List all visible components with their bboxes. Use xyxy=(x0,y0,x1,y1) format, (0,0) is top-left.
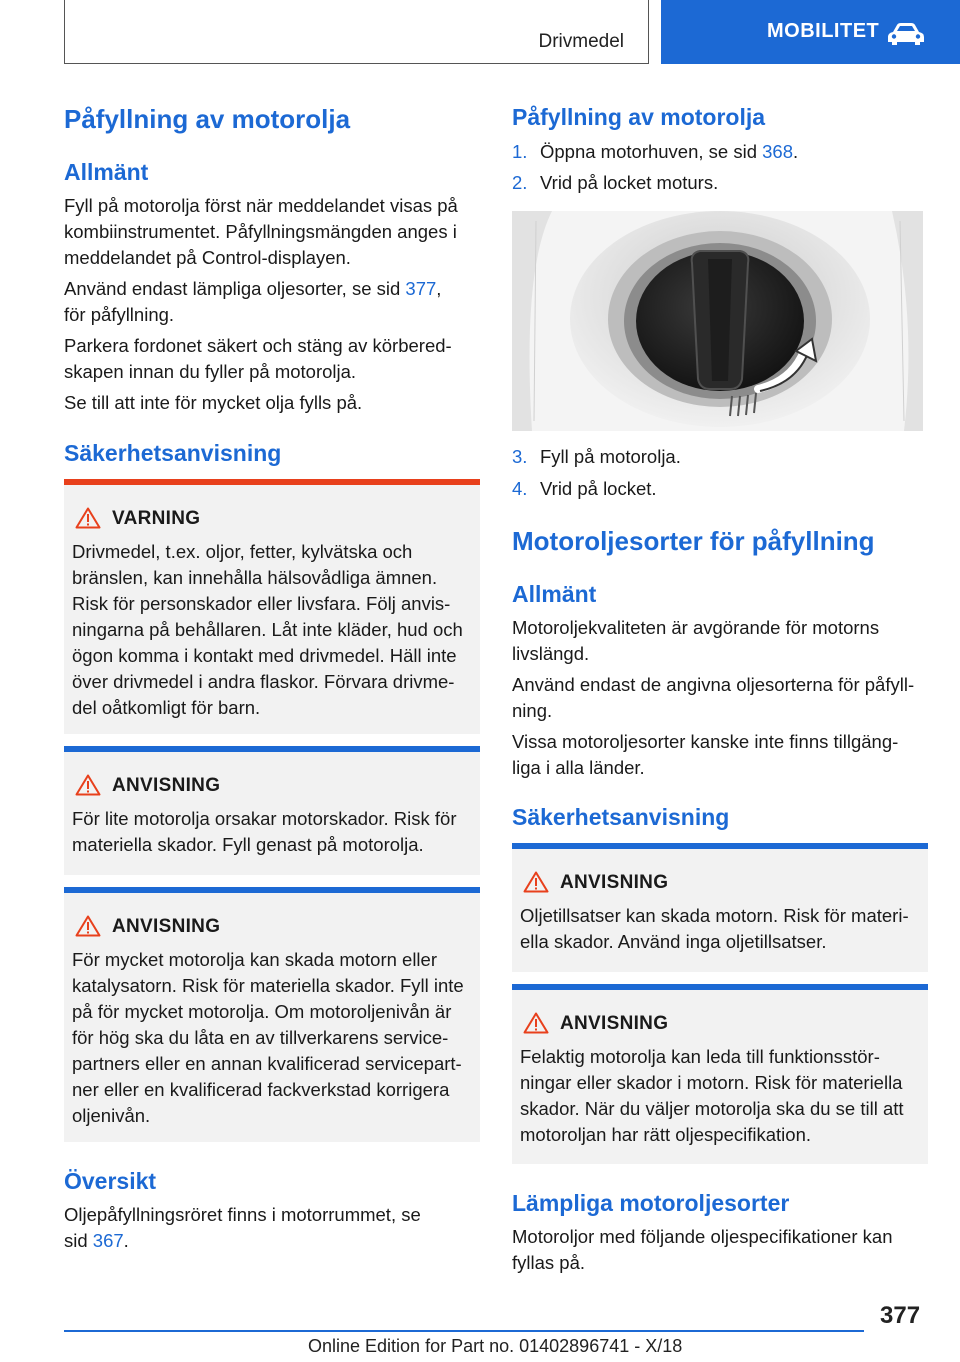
notice-bar xyxy=(512,984,928,990)
notice-bar xyxy=(64,746,480,752)
notice-text: För lite motorolja orsakar motorskador. Risk för materiella skador. Fyll genast på motorolja. xyxy=(72,808,457,855)
step-4: 4. Vrid på locket. xyxy=(512,478,657,499)
section-title: Drivmedel xyxy=(538,31,624,52)
suitable-oils-heading: Lämpliga motoroljesorter xyxy=(512,1190,790,1216)
header-section-tab xyxy=(64,0,649,64)
overview-heading: Översikt xyxy=(64,1168,157,1194)
car-icon xyxy=(887,22,925,46)
edition-text: Online Edition for Part no. 01402896741 - X/18 xyxy=(308,1336,683,1356)
footer-divider xyxy=(64,1330,864,1332)
notice-label: ANVISNING xyxy=(112,916,221,937)
right-title: Påfyllning av motorolja xyxy=(512,104,766,130)
notice-box-3 xyxy=(512,843,928,972)
notice-text: Oljetillsatser kan skada motorn. Risk för materi- ella skador. Använd inga oljetillsatser. xyxy=(520,905,909,952)
right-safety-heading: Säkerhetsanvisning xyxy=(512,804,730,830)
notice-triangle-icon xyxy=(523,871,549,893)
general-paragraph-3: Parkera fordonet säkert och stäng av körbered- skapen innan du fyller på motorolja. xyxy=(64,335,452,382)
header-chapter-tab xyxy=(661,0,960,64)
notice-box-4 xyxy=(512,984,928,1164)
page-link-367[interactable]: 367 xyxy=(92,1230,124,1251)
right-general-paragraph-1: Motoroljekvaliteten är avgörande för motorns livslängd. xyxy=(512,617,880,664)
oil-cap-illustration xyxy=(512,211,923,431)
notice-label: ANVISNING xyxy=(112,775,221,796)
notice-box-1 xyxy=(64,746,480,875)
left-general-heading: Allmänt xyxy=(64,159,149,185)
overview-text: Oljepåfyllningsröret finns i motorrummet, se sid 367. xyxy=(64,1204,421,1251)
general-paragraph-1: Fyll på motorolja först när meddelandet visas på kombiinstrumentet. Påfyllningsmängden anges i meddelandet på Control-displayen. xyxy=(64,195,458,268)
step-3: 3. Fyll på motorolja. xyxy=(512,446,681,467)
warning-label: VARNING xyxy=(112,508,201,529)
chapter-title: MOBILITET xyxy=(767,20,880,42)
page-link-368[interactable]: 368 xyxy=(762,141,794,162)
left-safety-heading: Säkerhetsanvisning xyxy=(64,440,282,466)
right-general-heading: Allmänt xyxy=(512,581,597,607)
step-1: 1. Öppna motorhuven, se sid 368. xyxy=(512,141,799,162)
step-2: 2. Vrid på locket moturs. xyxy=(512,172,719,193)
warning-bar xyxy=(64,479,480,485)
notice-triangle-icon xyxy=(75,915,101,937)
left-title: Påfyllning av motorolja xyxy=(64,104,351,134)
warning-triangle-icon xyxy=(75,507,101,529)
notice-label: ANVISNING xyxy=(560,872,669,893)
notice-triangle-icon xyxy=(75,774,101,796)
page-number: 377 xyxy=(880,1302,921,1329)
page-link-377[interactable]: 377 xyxy=(405,278,437,299)
right-general-paragraph-3: Vissa motoroljesorter kanske inte finns tillgäng- liga i alla länder. xyxy=(512,731,899,778)
warning-text: Drivmedel, t.ex. oljor, fetter, kylvätska och bränslen, kan innehålla hälsovådliga ämnen. Risk för personskador eller livsfara. Följ anvis- ningarna på behållaren. Låt inte kläder, hud och ögon komma i kontakt med drivmedel. Häll inte över drivmedel i andra flaskor. Förvara drivme- del oåtkomligt för barn. xyxy=(72,541,463,718)
notice-bar xyxy=(64,887,480,893)
notice-text: Felaktig motorolja kan leda till funktionsstör- ningar eller skador i motorn. Risk för materiella skador. När du väljer motorolja ska du se till att motoroljan har rätt oljespecifikation. xyxy=(520,1046,904,1145)
suitable-oils-text: Motoroljor med följande oljespecifikationer kan fyllas på. xyxy=(512,1226,893,1273)
right-general-paragraph-2: Använd endast de angivna oljesorterna för påfyll- ning. xyxy=(512,674,915,721)
notice-bar xyxy=(512,843,928,849)
notice-box-2 xyxy=(64,887,480,1142)
general-paragraph-4: Se till att inte för mycket olja fylls på. xyxy=(64,392,363,413)
notice-text: För mycket motorolja kan skada motorn eller katalysatorn. Risk för materiella skador. Fyll inte på för mycket motorolja. Om motoroljenivån är för hög ska du låta en av tillverkarens service- partners eller en annan kvalificerad servicepart- ner eller en kvalificerad fackverkstad korrigera oljenivån. xyxy=(72,949,464,1126)
warning-box xyxy=(64,479,480,734)
general-paragraph-2: Använd endast lämpliga oljesorter, se sid 377, för påfyllning. xyxy=(64,278,442,325)
notice-triangle-icon xyxy=(523,1012,549,1034)
notice-label: ANVISNING xyxy=(560,1013,669,1034)
oil-sorts-title: Motoroljesorter för påfyllning xyxy=(512,526,875,556)
